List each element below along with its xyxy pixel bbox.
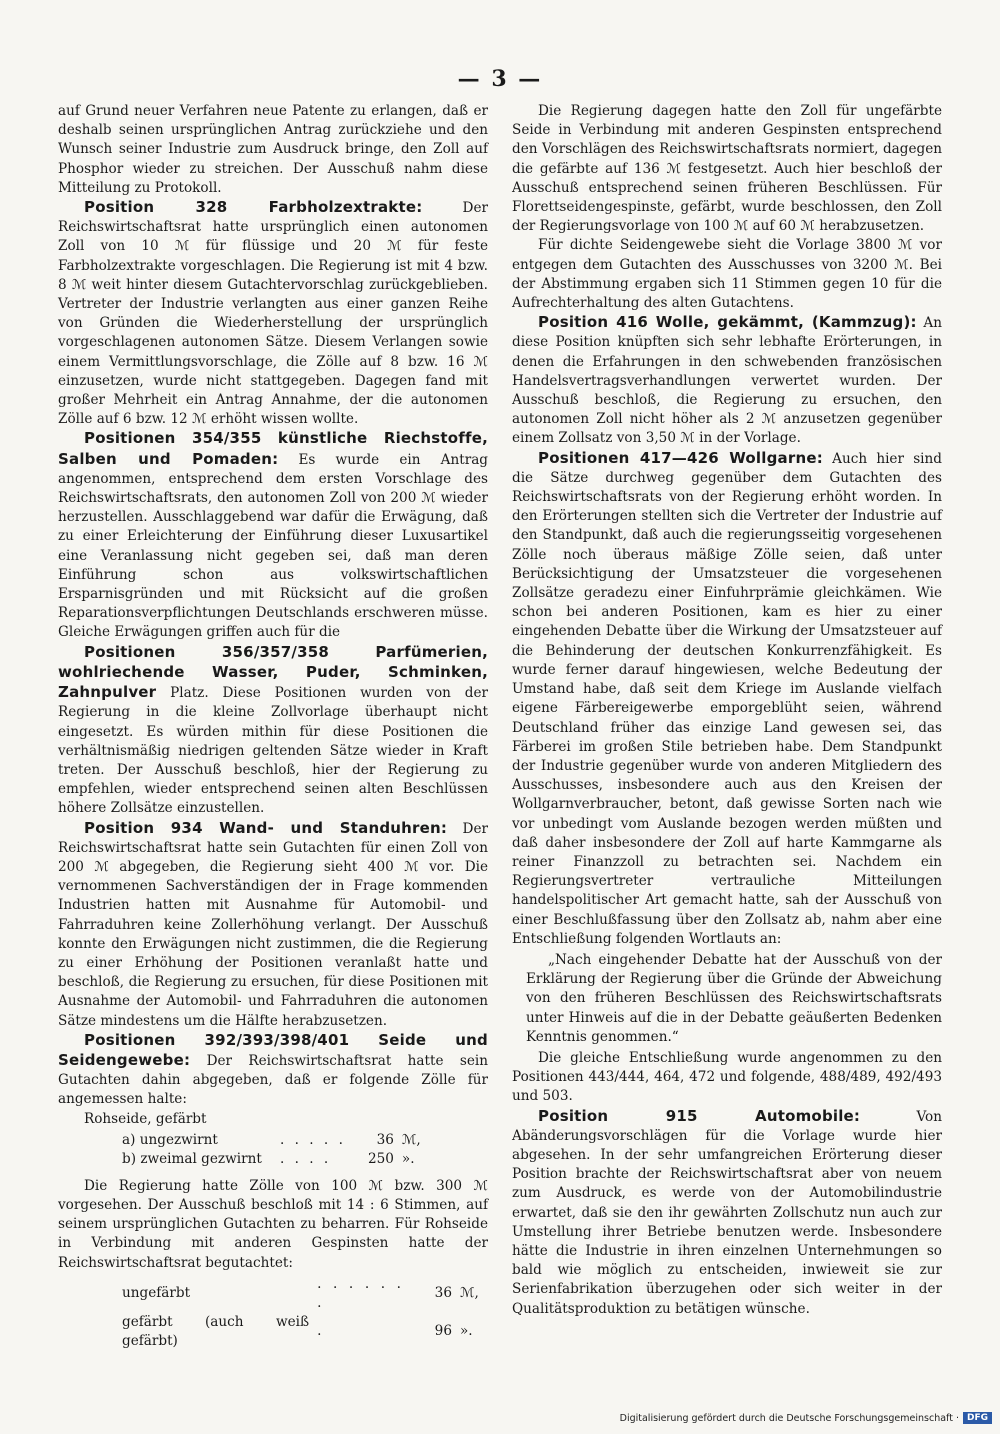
paragraph: Für dichte Seidengewebe sieht die Vorlage 3800 ℳ vor entgegen dem Gutachten des Ausschusses von 3200 ℳ. Bei der Abstimmung ergaben sich 11 Stimmen gegen 10 für die Aufrechterhaltung des alten Gutachtens. bbox=[512, 237, 942, 312]
paragraph-after-quote: Die gleiche Entschließung wurde angenommen zu den Positionen 443/444, 464, 472 und folgende, 488/489, 492/493 und 503. bbox=[512, 1049, 942, 1105]
section-text: Platz. Diese Positionen wurden von der Regierung in die kleine Zollvorlage überhaupt nicht eingesetzt. Es würden mithin für diese Positionen die verhältnismäßig niedrigen geltenden Sätze wieder in Kraft treten. Der Ausschuß beschloß, hier der Regierung zu empfehlen, wieder entsprechend seinen alten Beschlüssen höhere Zollsätze einzustellen. bbox=[58, 685, 488, 817]
section-position-915 bbox=[512, 1107, 942, 1319]
section-position-934 bbox=[58, 819, 488, 1031]
tariff-table-raw-silk bbox=[118, 1131, 430, 1169]
row-value: 36 bbox=[434, 1285, 452, 1302]
row-label: a) ungezwirnt bbox=[122, 1131, 218, 1148]
right-column bbox=[512, 102, 942, 1319]
page-number: — 3 — bbox=[457, 66, 543, 92]
tariff-table-mixed-silk bbox=[118, 1275, 488, 1351]
table-row bbox=[118, 1313, 488, 1351]
row-label: b) zweimal gezwirnt bbox=[122, 1150, 262, 1167]
left-column bbox=[58, 102, 488, 1359]
section-heading: Positionen 356/357/358 Parfümerien, wohlriechende Wasser, Puder, Schminken, Zahnpulver bbox=[58, 642, 488, 702]
row-unit: ℳ, bbox=[401, 1131, 421, 1148]
row-unit: ». bbox=[459, 1323, 473, 1340]
table-row bbox=[118, 1131, 430, 1150]
section-position-328 bbox=[58, 198, 488, 429]
section-text: Der Reichswirtschaftsrat hatte sein Gutachten dahin abgegeben, daß er folgende Zölle für angemessen halte: bbox=[58, 1052, 488, 1108]
resolution-quote: „Nach eingehender Debatte hat der Ausschuß von der Erklärung der Regierung über die Gründe der Abweichung von den früheren Beschlüssen des Reichswirtschaftsrats unter Hinweis auf die in der Debatte geäußerten Bedenken Kenntnis genommen.“ bbox=[526, 951, 942, 1045]
section-heading: Position 915 Automobile: bbox=[538, 1106, 861, 1125]
table-row bbox=[118, 1150, 430, 1169]
table-row bbox=[118, 1275, 488, 1313]
row-leader: . . . . . . . bbox=[317, 1275, 404, 1311]
paragraph-after-table: Die Regierung hatte Zölle von 100 ℳ bzw. 300 ℳ vorgesehen. Der Ausschuß beschloß mit 14 : 6 Stimmen, auf seinem ursprünglichen Gutachten zu beharren. Für Rohseide in Verbindung mit anderen Gespinsten hatte der Reichswirtschaftsrat begutachtet: bbox=[58, 1177, 488, 1271]
section-positions-417-426 bbox=[512, 449, 942, 949]
section-positions-356-358 bbox=[58, 643, 488, 819]
row-leader: . . . . bbox=[280, 1150, 332, 1167]
paragraph: Die Regierung dagegen hatte den Zoll für ungefärbte Seide in Verbindung mit anderen Gespinsten entsprechend den Vorschlägen des Reichswirtschaftsrats normiert, dagegen die gefärbte auf 136 ℳ festgesetzt. Auch hier beschloß der Ausschuß entsprechend seinen früheren Beschlüssen. Für Florettseidengespinste, gefärbt, wurde beschlossen, den Zoll der Regierungsvorlage von 100 ℳ auf 60 ℳ herabzusetzen. bbox=[512, 103, 942, 235]
section-text: An diese Position knüpften sich sehr lebhafte Erörterungen, in denen die Erfahrungen in den schwebenden französischen Handelsvertragsverhandlungen verwertet wurden. Der Ausschuß beschloß, die Regierung zu ersuchen, den autonomen Zoll nicht höher als 2 ℳ anzusetzen gegenüber einem Zollsatz von 3,50 ℳ in der Vorlage. bbox=[512, 315, 942, 447]
section-heading: Positionen 354/355 künstliche Riechstoffe, Salben und Pomaden: bbox=[58, 429, 488, 468]
section-text: Von Abänderungsvorschlägen für die Vorlage wurde hier abgesehen. In der sehr umfangreichen Erörterung dieser Position brachte der Reichswirtschaftsrat aber von neuem zum Ausdruck, es werde von der Automobilindustrie erwartet, daß sie den ihr gewährten Zollschutz nun auch zur Umstellung ihrer Betriebe benutzen werde. Insbesondere hätte die Industrie in ihren einzelnen Unternehmungen so bald wie möglich zu entscheiden, inwieweit sie zur Serienfabrikation überzugehen oder sich weiter in der Qualitätsproduktion zu betätigen wünsche. bbox=[512, 1108, 942, 1317]
section-heading: Positionen 417—426 Wollgarne: bbox=[538, 448, 823, 467]
section-position-416 bbox=[512, 313, 942, 448]
section-heading: Position 416 Wolle, gekämmt, (Kammzug): bbox=[538, 313, 917, 332]
intro-paragraph: auf Grund neuer Verfahren neue Patente zu erlangen, daß er deshalb seinen ursprünglichen Antrag zurückziehe und den Wunsch seiner Industrie zum Ausdruck bringe, den Zoll auf Phosphor wieder zu streichen. Der Ausschuß nahm diese Mitteilung zu Protokoll. bbox=[58, 103, 488, 196]
section-positions-392-401 bbox=[58, 1031, 488, 1110]
row-label: ungefärbt bbox=[122, 1285, 191, 1302]
section-text: Es wurde ein Antrag angenommen, entsprechend dem ersten Vorschlage des Reichswirtschaftsrats, den autonomen Zoll von 200 ℳ wieder herzustellen. Ausschlaggebend war dafür die Erwägung, daß zu einer Erleichterung der Einführung dieser Luxusartikel eine Veranlassung nicht gegeben sei, daß man deren Einführung schon aus volkswirtschaftlichen Ersparnisgründen und mit Rücksicht auf die großen Reparationsverpflichtungen Deutschlands erschweren müsse. Gleiche Erwägungen griffen auch für die bbox=[58, 451, 489, 641]
section-text: Auch hier sind die Sätze durchweg gegenüber dem Gutachten des Reichswirtschaftsrats von der Regierung erhöht worden. In den Erörterungen stellten sich die Vertreter der Industrie auf den Standpunkt, daß auch die regierungsseitig vorgesehenen Zölle noch überaus mäßige Zölle seien, daß unter Berücksichtigung der Umsatzsteuer die vorgesehenen Zollsätze geradezu einer Einfuhrprämie gleichkämen. Wie schon bei anderen Positionen, kam es hier zu einer eingehenden Debatte über die Wirkung der Umsatzsteuer auf die Behinderung der deutschen Konkurrenzfähigkeit. Es wurde ferner darauf hingewiesen, welche Bedeutung der Umstand habe, daß seit dem Kriege im Auslande vielfach eigene Färbereigewerbe emporgeblüht seien, während Deutschland früher das einzige Land gewesen sei, das Färberei im großen Stile betrieben habe. Dem Standpunkt der Industrie gegenüber wurde von anderen Mitgliedern des Ausschusses, insbesondere auch aus den Kreisen der Wollgarnverbraucher, betont, daß gewisse Sorten nach wie vor unbedingt vom Auslande bezogen werden müßten und daß daher insbesondere der Zoll auf harte Kammgarne als reiner Finanzzoll zu betrachten sei. Nachdem ein Regierungsvertreter vertrauliche Mitteilungen handelspolitischer Art gemacht hatte, sah der Ausschuß von einer Beschlußfassung über den Zollsatz ab, nahm aber eine Entschließung folgenden Wortlauts an: bbox=[512, 450, 942, 947]
section-heading: Position 934 Wand- und Standuhren: bbox=[84, 818, 448, 837]
dfg-logo: DFG bbox=[963, 1412, 992, 1424]
row-unit: ℳ, bbox=[459, 1285, 479, 1302]
table-caption: Rohseide, gefärbt bbox=[84, 1110, 207, 1127]
row-value: 36 bbox=[376, 1131, 394, 1148]
row-value: 250 bbox=[367, 1150, 394, 1167]
row-label: gefärbt (auch weiß gefärbt) bbox=[122, 1313, 310, 1349]
section-heading: Position 328 Farbholzextrakte: bbox=[84, 198, 423, 217]
footer-credit: Digitalisierung gefördert durch die Deutsche Forschungsgemeinschaft · bbox=[619, 1412, 959, 1424]
digitization-footer bbox=[608, 1408, 992, 1428]
row-value: 96 bbox=[434, 1323, 452, 1340]
row-leader: . . . . . bbox=[280, 1131, 346, 1148]
row-leader: . bbox=[317, 1323, 325, 1340]
section-positions-354-355 bbox=[58, 429, 488, 642]
section-text: Der Reichswirtschaftsrat hatte ursprünglich einen autonomen Zoll von 10 ℳ für flüssige und 20 ℳ für feste Farbholzextrakte vorgeschlagen. Die Regierung ist mit 4 bzw. 8 ℳ weit hinter diesem Gutachtervorschlag zurückgeblieben. Vertreter der Industrie verlangten aus einer ganzen Reihe von Gründen die Wiederherstellung der ursprünglich vorgeschlagenen autonomen Sätze. Diesem Verlangen sowie einem Vermittlungsvorschlage, die Zölle auf 8 bzw. 16 ℳ einzusetzen, wurde nicht stattgegeben. Dagegen fand mit großer Mehrheit ein Antrag Annahme, der die autonomen Zölle auf 6 bzw. 12 ℳ erhöht wissen wollte. bbox=[58, 200, 488, 428]
row-unit: ». bbox=[401, 1150, 415, 1167]
section-heading: Positionen 392/393/398/401 Seide und Seidengewebe: bbox=[58, 1030, 488, 1069]
section-text: Der Reichswirtschaftsrat hatte sein Gutachten für einen Zoll von 200 ℳ abgegeben, die Regierung sieht 400 ℳ vor. Die vernommenen Sachverständigen der in Frage kommenden Industrien hatten mit Ausnahme für Automobil- und Fahrraduhren keine Zollerhöhung verlangt. Der Ausschuß konnte den Erwägungen nicht zustimmen, die die Regierung zu einer Erhöhung der Positionen veranlaßt hatte und beschloß, die Regierung zu ersuchen, für diese Positionen mit Ausnahme der Automobil- und Fahrraduhren die autonomen Sätze mindestens um die Hälfte herabzusetzen. bbox=[58, 820, 488, 1029]
